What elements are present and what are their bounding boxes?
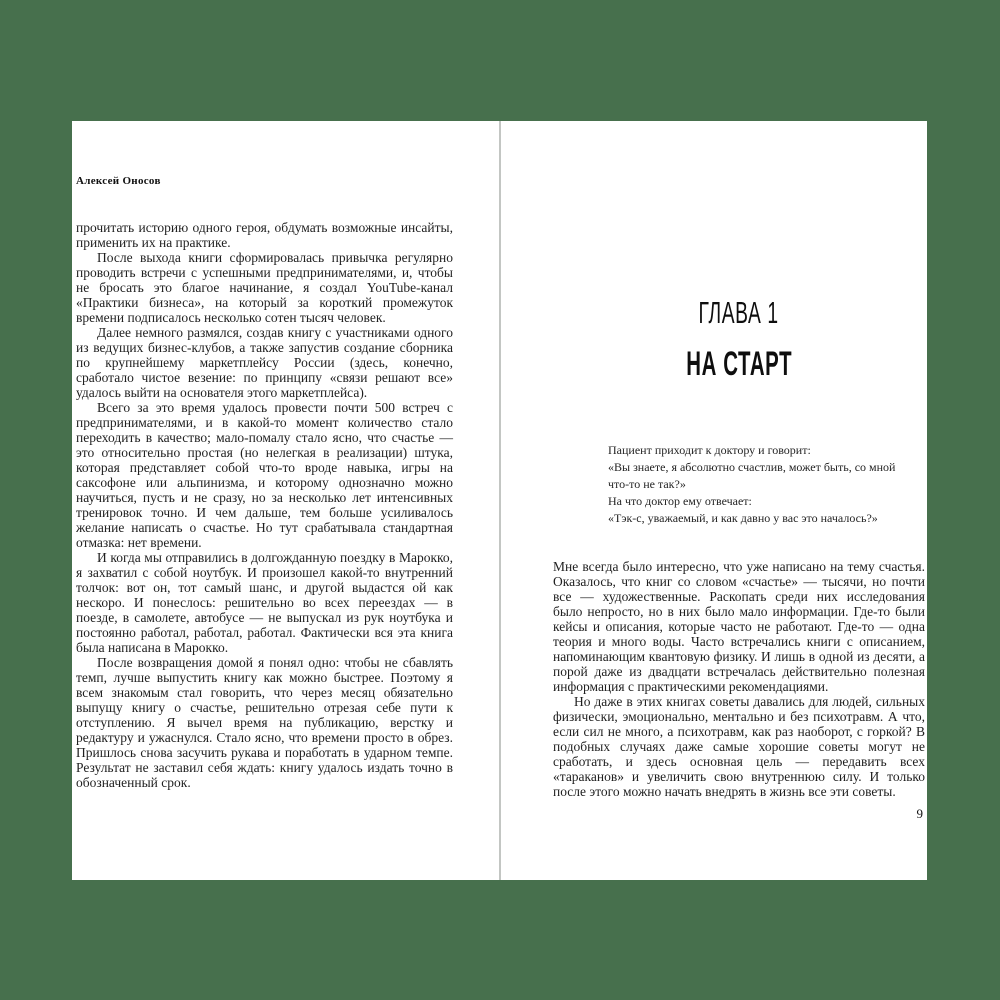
epigraph-line: «Тэк-с, уважаемый, и как давно у вас это началось?» bbox=[608, 511, 878, 525]
paragraph: И когда мы отправились в долгожданную поездку в Марокко, я захватил с собой ноутбук. И произошел какой-то внутренний толчок: вот он, тот самый шанс, и другой выдастся ой как нескоро. И понеслось: решительно во всех переездах — в поезде, в самолете, автобусе — не выпускал из рук ноутбука и постоянно работал, работал, работал. Фактически вся эта книга была написана в Марокко. bbox=[76, 550, 453, 655]
left-page-body bbox=[76, 220, 453, 790]
chapter-number-heading bbox=[553, 297, 925, 335]
paragraph: Далее немного размялся, создав книгу с участниками одного из ведущих бизнес-клубов, а также запустив создание сборника по крупнейшему маркетплейсу России (здесь, конечно, сработало чистое везение: по принципу «связи решают все» удалось выйти на основателя этого маркетплейса). bbox=[76, 325, 453, 400]
page-number: 9 bbox=[916, 806, 923, 821]
running-header-author: Алексей Оносов bbox=[76, 175, 161, 187]
epigraph bbox=[608, 442, 896, 527]
paragraph: Всего за это время удалось провести почти 500 встреч с предпринимателями, и в какой-то момент количество стало переходить в качество; мало-помалу стало ясно, что счастье — это относительно простая (но нелегкая в реализации) штука, которая представляет собой что-то вроде навыка, игры на саксофоне или альпинизма, и которому однозначно можно научиться, пусть и не сразу, но за несколько лет интенсивных тренировок точно. И чем дальше, тем больше усиливалось желание написать о счастье. Но тут срабатывала стандартная отмазка: нет времени. bbox=[76, 400, 453, 550]
right-page bbox=[501, 121, 927, 880]
epigraph-line: Пациент приходит к доктору и говорит: bbox=[608, 443, 811, 457]
left-page bbox=[72, 121, 499, 880]
chapter-number-text: ГЛАВА 1 bbox=[698, 295, 780, 330]
paragraph: После возвращения домой я понял одно: чтобы не сбавлять темп, лучше выпустить книгу как можно быстрее. Поэтому я всем знакомым стал говорить, что через месяц обязательно выпущу книгу о счастье, решительно отрезая себе пути к отступлению. Я вычел время на публикацию, верстку и редактуру и ужаснулся. Стало ясно, что времени просто в обрез. Пришлось снова засучить рукава и поработать в ударном темпе. Результат не заставил себя ждать: книгу удалось издать точно в обозначенный срок. bbox=[76, 655, 453, 790]
chapter-title-heading bbox=[553, 347, 925, 388]
paragraph: После выхода книги сформировалась привычка регулярно проводить встречи с успешными предпринимателями, и, чтобы не бросать это благое начинание, я создал YouTube-канал «Практики бизнеса», на который за короткий промежуток времени подписалось несколько сотен тысяч человек. bbox=[76, 250, 453, 325]
book-spread bbox=[72, 121, 927, 880]
paragraph: прочитать историю одного героя, обдумать возможные инсайты, применить их на практике. bbox=[76, 220, 453, 250]
chapter-title-text: НА СТАРТ bbox=[686, 345, 792, 383]
epigraph-line: «Вы знаете, я абсолютно счастлив, может быть, со мной что-то не так?» bbox=[608, 460, 896, 491]
paragraph: Но даже в этих книгах советы давались для людей, сильных физически, эмоционально, ментально и без психотравм. А что, если сил не много, а психотравм, как раз наоборот, с горкой? В подобных случаях даже самые хорошие советы могут не сработать, и здесь основная цель — передавить всех «тараканов» и увеличить свою внутреннюю силу. И только после этого можно начать внедрять в жизнь все эти советы. bbox=[553, 694, 925, 799]
paragraph: Мне всегда было интересно, что уже написано на тему счастья. Оказалось, что книг со словом «счастье» — тысячи, но почти все — художественные. Раскопать среди них исследования было непросто, но в них было мало информации. Где-то были кейсы и описания, которые часто не работают. Где-то — одна теория и много воды. Часто встречались книги с описанием, напоминающим квантовую физику. И лишь в одной из десяти, а порой даже из двадцати встречалась действительно полезная информация с практическими рекомендациями. bbox=[553, 559, 925, 694]
epigraph-line: На что доктор ему отвечает: bbox=[608, 494, 752, 508]
right-page-body bbox=[553, 559, 925, 799]
